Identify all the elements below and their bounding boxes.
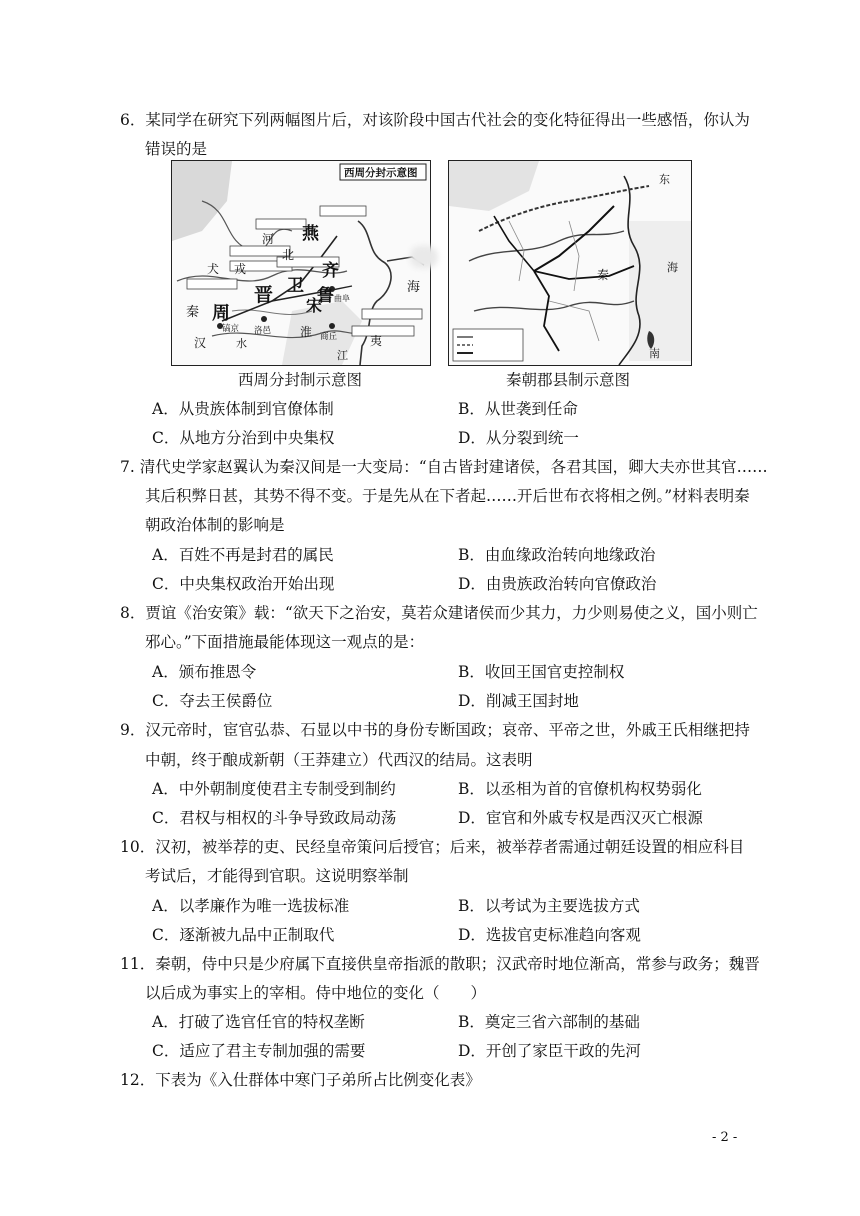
q10-option-d[interactable]: D．选拔官吏标准趋向客观	[458, 926, 641, 944]
q11-option-c[interactable]: C．适应了君主专制加强的需要	[152, 1042, 366, 1060]
q7-option-a[interactable]: A．百姓不再是封君的属民	[152, 546, 334, 564]
q11-stem-line2: 以后成为事实上的宰相。侍中地位的变化（ ）	[145, 984, 487, 1002]
map1-label-shangqiu: 商丘	[320, 332, 338, 342]
map1-label-hai: 海	[407, 280, 421, 295]
qin-map-drawing	[449, 161, 691, 365]
q8-option-b[interactable]: B．收回王国官吏控制权	[458, 663, 625, 681]
map1-label-qi: 齐	[322, 261, 339, 281]
q6-stem-line1: 6．某同学在研究下列两幅图片后，对该阶段中国古代社会的变化特征得出一些感悟，你认为	[120, 111, 750, 129]
map1-label-rong: 戎	[234, 262, 247, 276]
q10-stem-line2: 考试后，才能得到官职。这说明察举制	[145, 867, 409, 885]
q9-option-a[interactable]: A．中外朝制度使君主专制受到制约	[152, 780, 396, 798]
q7-stem-line1: 7. 清代史学家赵翼认为秦汉间是一大变局：“自古皆封建诸侯，各君其国，卿大夫亦世其官……	[120, 458, 768, 476]
map1-label-jin: 晋	[254, 284, 274, 306]
q9-stem-line1: 9．汉元帝时，宦官弘恭、石显以中书的身份专断国政；哀帝、平帝之世，外戚王氏相继把持	[120, 721, 750, 739]
q6-option-b[interactable]: B．从世袭到任命	[458, 400, 578, 418]
map1-label-yi: 夷	[370, 334, 383, 348]
q6-stem-line2: 错误的是	[145, 140, 208, 158]
q8-option-a[interactable]: A．颁布推恩令	[152, 663, 257, 681]
map2-label-dong: 东	[659, 173, 670, 186]
q10-option-a[interactable]: A．以孝廉作为唯一选拔标准	[152, 897, 350, 915]
map1-label-jiang: 江	[337, 349, 348, 362]
map1-label-qufu: 曲阜	[334, 294, 350, 303]
map2-label-hai: 海	[667, 261, 678, 274]
q7-option-c[interactable]: C．中央集权政治开始出现	[152, 575, 335, 593]
q7-option-b[interactable]: B．由血缘政治转向地缘政治	[458, 546, 656, 564]
map1-label-song: 宋	[306, 296, 323, 315]
q9-option-c[interactable]: C．君权与相权的斗争导致政局动荡	[152, 809, 397, 827]
map1-label-huai: 淮	[300, 325, 313, 339]
map1-label-he: 河	[262, 232, 275, 246]
q8-stem-line1: 8．贾谊《治安策》载：“欲天下之治安，莫若众建诸侯而少其力，力少则易使之义，国小则亡	[120, 604, 758, 622]
map1-label-zhou: 周	[212, 303, 230, 324]
q11-option-a[interactable]: A．打破了选官任官的特权垄断	[152, 1013, 365, 1031]
western-zhou-map-drawing	[172, 161, 430, 365]
q9-option-d[interactable]: D．宦官和外戚专权是西汉灭亡根源	[458, 809, 703, 827]
q10-option-c[interactable]: C．逐渐被九品中正制取代	[152, 926, 335, 944]
qin-map	[448, 160, 692, 366]
q9-option-b[interactable]: B．以丞相为首的官僚机构权势弱化	[458, 780, 702, 798]
page-number: - 2 -	[712, 1130, 738, 1145]
q10-stem-line1: 10．汉初，被举荐的吏、民经皇帝策问后授官；后来，被举荐者需通过朝廷设置的相应科目	[120, 838, 745, 856]
caption-western-zhou: 西周分封制示意图	[237, 371, 362, 389]
map1-label-yan: 燕	[302, 224, 319, 244]
q9-stem-line2: 中朝，终于酿成新朝（王莽建立）代西汉的结局。这表明	[145, 751, 533, 769]
map1-label-haojing: 镐京	[222, 324, 240, 334]
map1-label-bei: 北	[282, 248, 295, 262]
q6-option-c[interactable]: C．从地方分治到中央集权	[152, 429, 335, 447]
map1-label-han: 汉	[194, 336, 207, 350]
map2-label-nan: 南	[649, 347, 660, 360]
q7-stem-line2: 其后积弊日甚，其势不得不变。于是先从在下者起……开后世布衣将相之例。”材料表明秦	[145, 487, 750, 505]
q7-stem-line3: 朝政治体制的影响是	[145, 516, 285, 534]
western-zhou-map-title: 西周分封示意图	[344, 167, 418, 179]
map1-label-lu: 鲁	[317, 286, 334, 306]
q6-option-d[interactable]: D．从分裂到统一	[458, 429, 579, 447]
q8-option-c[interactable]: C．夺去王侯爵位	[152, 692, 273, 710]
caption-qin: 秦朝郡县制示意图	[505, 371, 630, 389]
q11-option-d[interactable]: D．开创了家臣干政的先河	[458, 1042, 641, 1060]
western-zhou-map	[171, 160, 431, 366]
map1-label-wei: 卫	[287, 276, 304, 296]
q6-option-a[interactable]: A．从贵族体制到官僚体制	[152, 400, 334, 418]
map2-label-qin: 秦	[597, 268, 610, 282]
map1-label-qin: 秦	[186, 305, 200, 320]
q7-option-d[interactable]: D．由贵族政治转向官僚政治	[458, 575, 657, 593]
blurred-mark	[410, 246, 438, 268]
q8-stem-line2: 邪心。”下面措施最能体现这一观点的是：	[145, 633, 425, 651]
map1-label-shui: 水	[236, 337, 247, 350]
q11-option-b[interactable]: B．奠定三省六部制的基础	[458, 1013, 640, 1031]
q12-stem-line1: 12．下表为《入仕群体中寒门子弟所占比例变化表》	[120, 1071, 481, 1089]
map1-label-quan: 犬	[207, 262, 220, 276]
map1-label-luoyi: 洛邑	[254, 326, 272, 336]
q10-option-b[interactable]: B．以考试为主要选拔方式	[458, 897, 640, 915]
q8-option-d[interactable]: D．削减王国封地	[458, 692, 579, 710]
q11-stem-line1: 11．秦朝，侍中只是少府属下直接供皇帝指派的散职；汉武帝时地位渐高，常参与政务；魏晋	[120, 955, 760, 973]
